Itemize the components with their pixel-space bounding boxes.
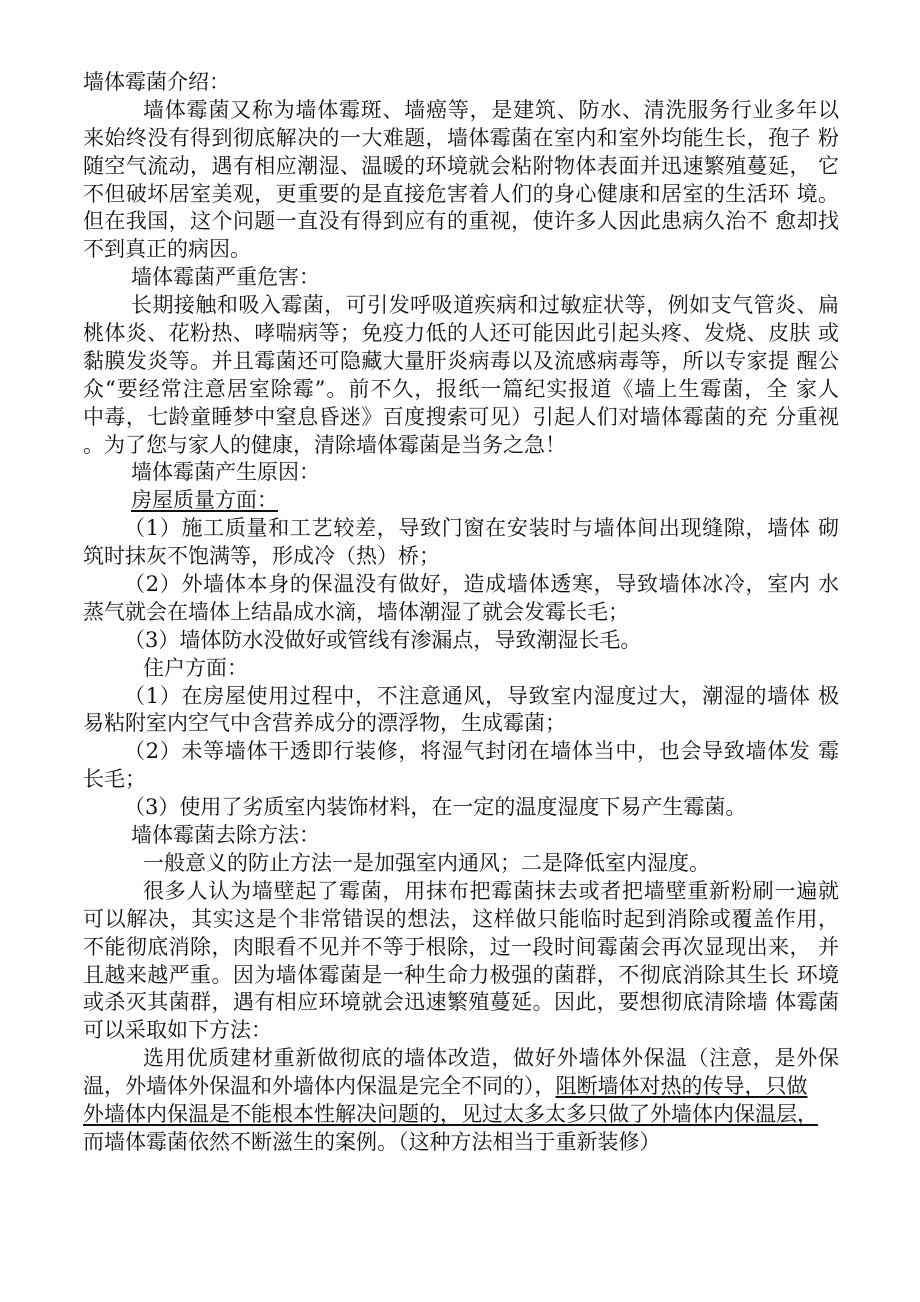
text-line: 随空气流动，遇有相应潮湿、温暖的环境就会粘附物体表面并迅速繁殖蔓延， 它 (83, 153, 839, 178)
document-body (83, 69, 839, 1157)
section-heading-removal: 墙体霉菌去除方法： (131, 823, 320, 848)
text-line: 可以采取如下方法： (83, 1018, 272, 1043)
text-line: 或杀灭其菌群，遇有相应环境就会迅速繁殖蔓延。因此，要想彻底清除墙 体霉菌 (83, 990, 839, 1015)
text-line: 不能彻底消除，肉眼看不见并不等于根除，过一段时间霉菌会再次显现出来， 并 (83, 934, 839, 959)
underlined-text: 房屋质量方面： (131, 488, 278, 513)
underlined-text: 阻断墙体对热的传导，只做 (555, 1074, 808, 1099)
text-line: 而墙体霉菌依然不断滋生的案例。（这种方法相当于重新装修） (83, 1129, 661, 1154)
text-line: 筑时抹灰不饱满等，形成冷（热）桥； (83, 544, 440, 569)
text-line: 中毒，七龄童睡梦中窒息昏迷》百度搜索可见）引起人们对墙体霉菌的充 分重视 (83, 404, 839, 429)
section-heading-intro: 墙体霉菌介绍： (83, 70, 230, 94)
text-line: 但在我国，这个问题一直没有得到应有的重视，使许多人因此患病久治不 愈却找 (83, 209, 839, 234)
text-line: 长期接触和吸入霉菌，可引发呼吸道疾病和过敏症状等，例如支气管炎、扁 (131, 293, 839, 318)
text-line: 可以解决，其实这是个非常错误的想法，这样做只能临时起到消除或覆盖作用， (83, 906, 839, 931)
list-item: （1）施工质量和工艺较差，导致门窗在安装时与墙体间出现缝隙，墙体 砌 (124, 516, 839, 541)
text-line: 长毛； (83, 767, 146, 792)
list-item: （3）使用了劣质室内装饰材料，在一定的温度湿度下易产生霉菌。 (124, 795, 747, 820)
text-line: 众“要经常注意居室除霉”。前不久，报纸一篇纪实报道《墙上生霉菌，全 家人 (83, 376, 839, 401)
list-item: （2）外墙体本身的保温没有做好，造成墙体透寒，导致墙体冰冷，室内 水 (124, 572, 839, 597)
subheading-housing-quality (83, 487, 839, 515)
text-line: 不但破坏居室美观，更重要的是直接危害着人们的身心健康和居室的生活环 境。 (83, 181, 839, 206)
text-line (83, 1073, 839, 1101)
list-item: （1）在房屋使用过程中，不注意通风，导致室内湿度过大，潮湿的墙体 极 (124, 683, 839, 708)
list-item: （2）未等墙体干透即行装修，将湿气封闭在墙体当中，也会导致墙体发 霉 (124, 739, 839, 764)
underlined-text: 外墙体内保温是不能根本性解决问题的，见过太多太多只做了外墙体内保温层， (83, 1101, 818, 1126)
text-line: 来始终没有得到彻底解决的一大难题，墙体霉菌在室内和室外均能生长，孢子 粉 (83, 125, 839, 150)
text-line: 黏膜发炎等。并且霉菌还可隐藏大量肝炎病毒以及流感病毒等，所以专家提 醒公 (83, 348, 839, 373)
list-item: （3）墙体防水没做好或管线有渗漏点，导致潮湿长毛。 (124, 627, 642, 652)
subheading-residents: 住户方面： (143, 655, 248, 680)
text-line: 一般意义的防止方法一是加强室内通风；二是降低室内湿度。 (143, 850, 710, 875)
text-line: 墙体霉菌又称为墙体霉斑、墙癌等，是建筑、防水、清洗服务行业多年以 (143, 97, 839, 122)
text-line: 易粘附室内空气中含营养成分的漂浮物，生成霉菌； (83, 711, 566, 736)
text-segment: 温，外墙体外保温和外墙体内保温是完全不同的）， (83, 1074, 556, 1099)
text-line: 蒸气就会在墙体上结晶成水滴，墙体潮湿了就会发霉长毛； (83, 599, 629, 624)
text-line: 很多人认为墙壁起了霉菌，用抹布把霉菌抹去或者把墙壁重新粉刷一遍就 (143, 878, 839, 903)
text-line: 且越来越严重。因为墙体霉菌是一种生命力极强的菌群，不彻底消除其生长 环境 (83, 962, 839, 987)
text-line: 。为了您与家人的健康，清除墙体霉菌是当务之急！ (83, 432, 566, 457)
text-line: 不到真正的病因。 (83, 237, 251, 262)
section-heading-causes: 墙体霉菌产生原因： (131, 460, 320, 485)
text-line: 桃体炎、花粉热、哮喘病等；免疫力低的人还可能因此引起头疼、发烧、皮肤 或 (83, 321, 839, 346)
section-heading-hazards: 墙体霉菌严重危害： (131, 265, 320, 290)
text-line: 选用优质建材重新做彻底的墙体改造，做好外墙体外保温（注意，是外保 (143, 1046, 839, 1071)
